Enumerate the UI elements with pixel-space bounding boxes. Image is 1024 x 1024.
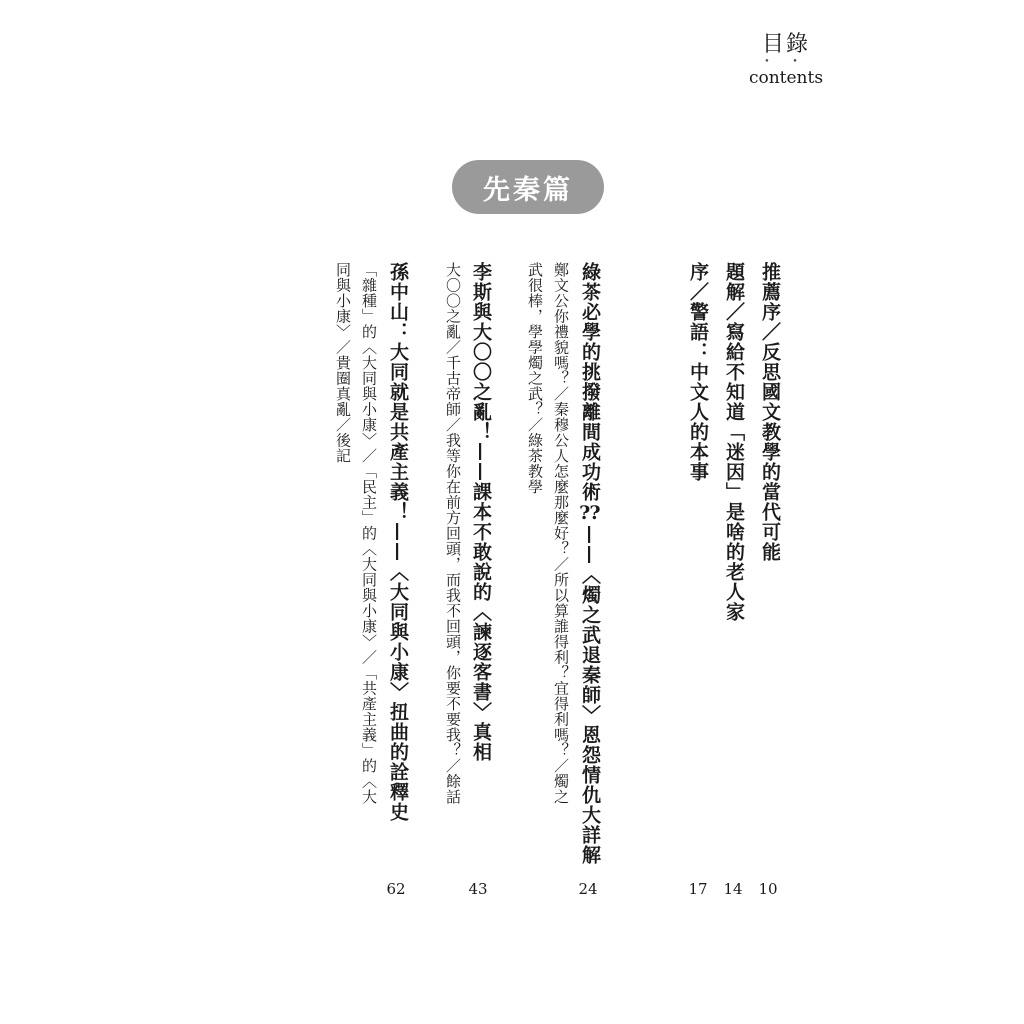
chapter-title: 孫中山：大同就是共產主義！——〈大同與小康〉扭曲的詮釋史 [387,262,409,822]
chapter-subsections [330,262,382,805]
toc-subtitle: contents [748,68,824,88]
chapter-title: 綠茶必學的挑撥離間成功術⁇——〈燭之武退秦師〉恩怨情仇大詳解 [579,262,601,865]
page-number: 17 [688,880,708,898]
front-entry-title: 序／警語：中文人的本事 [687,262,709,482]
page-number: 62 [386,880,406,898]
chapter-subsections [440,262,466,805]
toc-header [746,32,826,88]
subsection-line: 武很棒，學學燭之武？／綠茶教學 [526,262,544,495]
front-entry-title: 題解／寫給不知道「迷因」是啥的老人家 [723,262,745,622]
front-entry-title: 推薦序／反思國文教學的當代可能 [759,262,781,562]
page-number: 24 [578,880,598,898]
chapter-subsections [522,262,574,805]
title-dots: • • [764,57,808,67]
page-number: 14 [723,880,743,898]
subsection-line: 同與小康〉／貴圈真亂／後記 [334,262,352,464]
subsection-line: 「雜種」的〈大同與小康〉／「民主」的〈大同與小康〉／「共產主義」的〈大 [360,262,378,805]
page-number: 10 [758,880,778,898]
page-number: 43 [468,880,488,898]
chapter-title: 李斯與大〇〇之亂！——課本不敢說的〈諫逐客書〉真相 [470,262,492,762]
subsection-line: 大〇〇之亂／千古帝師／我等你在前方回頭，而我不回頭，你要不要我？／餘話 [444,262,462,805]
toc-title: 目錄 [761,32,810,57]
section-badge: 先秦篇 [452,160,604,214]
subsection-line: 鄭文公你禮貌嗎？／秦穆公人怎麼那麼好？／所以算誰得利？宜得利嗎？／燭之 [552,262,570,805]
